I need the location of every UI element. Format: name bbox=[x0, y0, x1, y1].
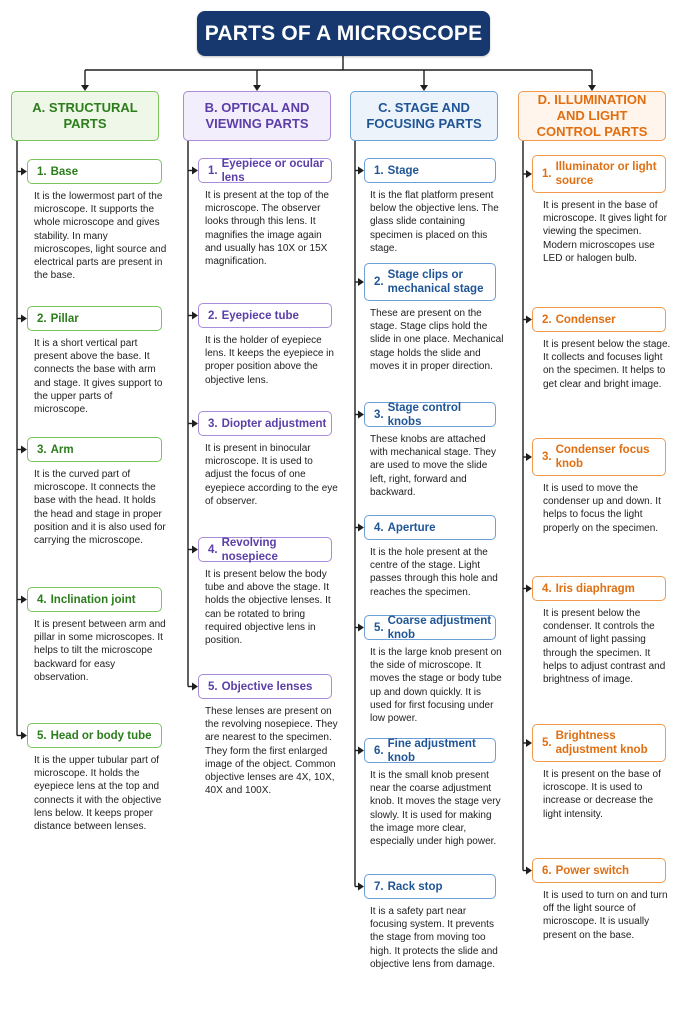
part-description-structural-5: It is the upper tubular part of microscope. It holds the eyepiece lens at the top and connects it with the objective lens below. It keeps proper distance between lenses. bbox=[34, 755, 162, 833]
part-label-structural-5 bbox=[27, 723, 162, 748]
part-label-stage-7 bbox=[364, 874, 496, 899]
part-label-stage-2 bbox=[364, 263, 496, 301]
part-number: 5. bbox=[208, 680, 218, 693]
page-title: PARTS OF A MICROSCOPE bbox=[197, 11, 490, 56]
part-name: Coarse adjustment knob bbox=[387, 614, 492, 641]
part-name: Inclination joint bbox=[50, 593, 136, 606]
part-label-optical-1 bbox=[198, 158, 332, 183]
part-description-stage-1: It is the flat platform present below the objective lens. The glass slide containing specimen is placed on this stage. bbox=[370, 190, 499, 254]
part-label-illumination-6 bbox=[532, 858, 666, 883]
part-description-optical-4: It is present below the body tube and above the stage. It holds the objective lenses. It can be rotated to bring required objective lens in position. bbox=[205, 569, 331, 647]
part-number: 1. bbox=[37, 165, 47, 178]
part-name: Illuminator or light source bbox=[555, 161, 657, 187]
part-description-stage-4: It is the hole present at the centre of the stage. Light passes through this hole and reaches the specimen. bbox=[370, 547, 498, 598]
part-label-optical-4 bbox=[198, 537, 332, 562]
part-label-structural-3 bbox=[27, 437, 162, 462]
part-label-optical-2 bbox=[198, 303, 332, 328]
part-name: Head or body tube bbox=[50, 729, 152, 742]
part-number: 4. bbox=[542, 582, 552, 595]
part-number: 5. bbox=[542, 737, 552, 749]
part-name: Revolving nosepiece bbox=[221, 536, 278, 563]
part-number: 3. bbox=[208, 417, 218, 430]
part-number: 6. bbox=[542, 864, 552, 877]
part-description-optical-1: It is present at the top of the microscope. The observer looks through this lens. It magnifies the image again and usually has 10X or 15X magnification. bbox=[205, 190, 329, 268]
part-name: Arm bbox=[50, 443, 74, 456]
part-label-structural-4 bbox=[27, 587, 162, 612]
part-label-optical-3 bbox=[198, 411, 332, 436]
part-label-stage-4 bbox=[364, 515, 496, 540]
part-label-optical-5 bbox=[198, 674, 332, 699]
part-name: Condenser focus knob bbox=[555, 444, 650, 470]
part-number: 1. bbox=[208, 164, 218, 177]
part-name: Iris diaphragm bbox=[555, 582, 635, 595]
part-description-illumination-6: It is used to turn on and turn off the light source of microscope. It is usually present on the base. bbox=[543, 890, 668, 941]
part-description-illumination-2: It is present below the stage. It collects and focuses light on the specimen. It helps to get clear and bright image. bbox=[543, 339, 671, 390]
part-name: Brightness adjustment knob bbox=[555, 730, 648, 756]
category-header-structural: A. STRUCTURAL PARTS bbox=[11, 91, 159, 141]
part-description-structural-4: It is present between arm and pillar in some microscopes. It helps to tilt the microscope backward for easy observation. bbox=[34, 619, 166, 683]
part-number: 2. bbox=[37, 312, 47, 325]
part-name: Eyepiece tube bbox=[221, 309, 299, 322]
part-label-structural-1 bbox=[27, 159, 162, 184]
part-label-illumination-2 bbox=[532, 307, 666, 332]
part-name: Rack stop bbox=[387, 880, 443, 893]
part-number: 2. bbox=[208, 309, 218, 322]
part-description-structural-3: It is the curved part of microscope. It connects the base with the head. It holds the head and stage in proper position and it is also used for carrying the microscope. bbox=[34, 469, 166, 547]
part-description-illumination-5: It is present on the base of icroscope. It is used to increase or decrease the light intensity. bbox=[543, 769, 661, 820]
part-label-illumination-1 bbox=[532, 155, 666, 193]
part-number: 4. bbox=[208, 543, 218, 556]
part-number: 5. bbox=[374, 621, 384, 634]
part-description-optical-3: It is present in binocular microscope. It is used to adjust the focus of one eyepiece according to the eye of observer. bbox=[205, 443, 338, 507]
part-description-stage-5: It is the large knob present on the side of microscope. It moves the stage or body tube up and down quickly. It is used for first focusing under low power. bbox=[370, 647, 502, 725]
part-label-illumination-3 bbox=[532, 438, 666, 476]
part-name: Stage clips or mechanical stage bbox=[387, 269, 484, 295]
part-description-stage-7: It is a safety part near focusing system. It prevents the stage from moving too high. It protects the slide and objective lens from damage. bbox=[370, 906, 498, 970]
part-name: Condenser bbox=[555, 313, 616, 326]
part-number: 3. bbox=[37, 443, 47, 456]
part-name: Eyepiece or ocular lens bbox=[221, 157, 324, 184]
part-name: Aperture bbox=[387, 521, 436, 534]
part-number: 3. bbox=[374, 408, 384, 421]
part-number: 3. bbox=[542, 451, 552, 463]
part-description-optical-5: These lenses are present on the revolving nosepiece. They are nearest to the specimen. They form the first enlarged image of the object. Common objective lenses are 4X, 10X, 40X and 100X. bbox=[205, 706, 338, 797]
part-name: Stage bbox=[387, 164, 419, 177]
part-label-stage-6 bbox=[364, 738, 496, 763]
part-number: 4. bbox=[374, 521, 384, 534]
part-number: 6. bbox=[374, 744, 384, 757]
part-name: Diopter adjustment bbox=[221, 417, 327, 430]
category-header-illumination: D. ILLUMINATION AND LIGHT CONTROL PARTS bbox=[518, 91, 666, 141]
part-description-stage-3: These knobs are attached with mechanical stage. They are used to move the slide left, right, forward and backward. bbox=[370, 434, 496, 498]
part-name: Base bbox=[50, 165, 79, 178]
part-name: Fine adjustment knob bbox=[387, 737, 476, 764]
part-description-stage-2: These are present on the stage. Stage clips hold the slide in one place. Mechanical stage holds the slide and moves it in proper direction. bbox=[370, 308, 504, 372]
part-number: 1. bbox=[542, 168, 552, 180]
part-label-structural-2 bbox=[27, 306, 162, 331]
category-header-stage: C. STAGE AND FOCUSING PARTS bbox=[350, 91, 498, 141]
part-number: 4. bbox=[37, 593, 47, 606]
part-name: Pillar bbox=[50, 312, 79, 325]
part-name: Stage control knobs bbox=[387, 401, 462, 428]
part-label-stage-3 bbox=[364, 402, 496, 427]
part-description-structural-1: It is the lowermost part of the microscope. It supports the whole microscope and gives stability. In many microscopes, light source and electrical parts are present in the base. bbox=[34, 191, 167, 282]
part-number: 7. bbox=[374, 880, 384, 893]
part-description-illumination-1: It is present in the base of microscope. It gives light for viewing the specimen. Modern microscopes use LED or halogen bulb. bbox=[543, 200, 667, 264]
part-description-illumination-3: It is used to move the condenser up and down. It helps to focus the light properly on the specimen. bbox=[543, 483, 661, 534]
part-description-optical-2: It is the holder of eyepiece lens. It keeps the eyepiece in proper position above the objective lens. bbox=[205, 335, 334, 386]
part-label-stage-1 bbox=[364, 158, 496, 183]
part-description-structural-2: It is a short vertical part present above the base. It connects the base with arm and stage. It gives support to the upper parts of microscope. bbox=[34, 338, 163, 416]
part-label-stage-5 bbox=[364, 615, 496, 640]
part-name: Power switch bbox=[555, 864, 630, 877]
part-number: 2. bbox=[542, 313, 552, 326]
part-label-illumination-5 bbox=[532, 724, 666, 762]
part-label-illumination-4 bbox=[532, 576, 666, 601]
part-description-illumination-4: It is present below the condenser. It controls the amount of light passing through the specimen. It helps to adjust contrast and brightness of image. bbox=[543, 608, 666, 686]
part-number: 1. bbox=[374, 164, 384, 177]
part-description-stage-6: It is the small knob present near the coarse adjustment knob. It moves the stage very slowly. It is used for making the image more clear, especially under high power. bbox=[370, 770, 501, 848]
part-number: 2. bbox=[374, 276, 384, 288]
category-header-optical: B. OPTICAL AND VIEWING PARTS bbox=[183, 91, 331, 141]
part-number: 5. bbox=[37, 729, 47, 742]
part-name: Objective lenses bbox=[221, 680, 313, 693]
